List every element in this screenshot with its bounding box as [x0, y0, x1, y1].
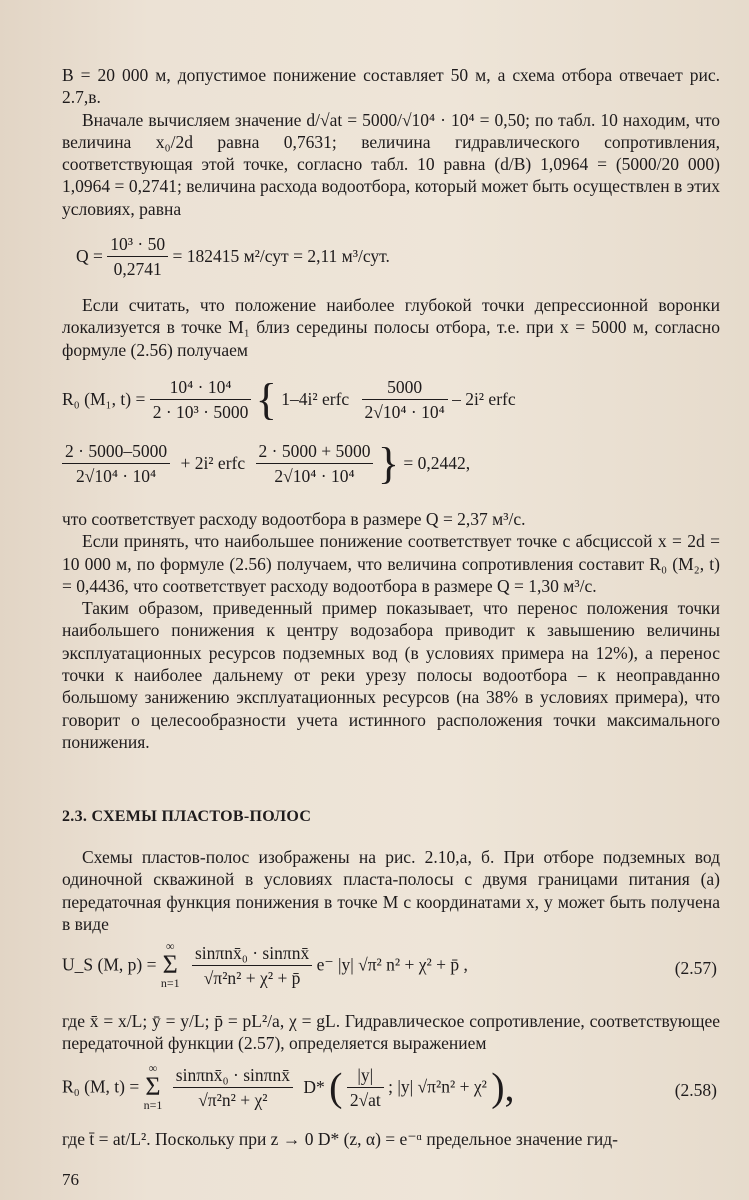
- paragraph-m1: [62, 294, 720, 361]
- text-line: где t̄ = at/L². Поскольку при z → 0 D* (z, α) = e⁻ᵅ предельное значение гид-: [62, 1129, 618, 1149]
- text-paragraph: Если считать, что положение наиболее глубокой точки депрессионной воронки локализуется в точке M₁ близ середины полосы отбора, т.е. при x = 5000 м, согласно формуле (2.56) получаем: [62, 295, 720, 360]
- sum-upper: ∞: [165, 939, 175, 953]
- exponential: e⁻ |y| √π² n² + χ² + p̄ ,: [316, 954, 468, 975]
- fraction: [192, 941, 312, 990]
- d-star: D*: [303, 1076, 325, 1097]
- term: + 2i² erfc: [180, 453, 246, 473]
- denominator: 0,2741: [113, 259, 162, 279]
- fraction: [173, 1063, 293, 1112]
- denominator: 2√at: [349, 1089, 381, 1110]
- numerator: 2 · 5000 + 5000: [256, 439, 374, 464]
- text-paragraph: Таким образом, приведенный пример показывает, что перенос положения точки наибольшего понижения к центру водозабора приводит к завышению величины эксплуатационных ресурсов подземных вод (в условиях примера на 12%), а перенос точки к наиболее дальнему от реки урезу полосы водоотбора – к неоправданно большому занижению эксплуатационных ресурсов (на 38% в условиях примера), что говорит о целесообразности учета истинного расположения точки максимального понижения.: [62, 598, 720, 752]
- fraction: [347, 1063, 384, 1112]
- denominator: 2√10⁴ · 10⁴: [75, 466, 157, 486]
- numerator: 10⁴ · 10⁴: [150, 375, 252, 400]
- denominator: 2 · 10³ · 5000: [152, 402, 249, 422]
- open-brace: {: [255, 375, 277, 424]
- formula-lhs: Q =: [76, 246, 103, 266]
- fraction: [362, 375, 448, 424]
- formula-rhs: = 0,2442,: [403, 453, 471, 473]
- page-number: 76: [62, 1170, 79, 1189]
- denominator: 2√10⁴ · 10⁴: [364, 402, 445, 422]
- numerator: |y|: [347, 1063, 384, 1088]
- sum-symbol: [144, 1062, 163, 1112]
- term: 1–4i² erfc: [281, 389, 350, 409]
- numerator: 2 · 5000–5000: [62, 439, 170, 464]
- formula-lhs: U_S (M, p) =: [62, 954, 157, 975]
- fraction: [150, 375, 252, 424]
- denominator: √π²n² + χ² + p̄: [203, 967, 301, 988]
- text-paragraph: Если принять, что наибольшее понижение соответствует точке с абсциссой x = 2d = 10 000 м, по формуле (2.56) получаем, что величина сопротивления составит R₀ (M₂, t) = 0,4436, что соответствует расходу водоотбора в размере Q = 1,30 м³/с.: [62, 531, 720, 596]
- text-line: что соответствует расходу водоотбора в размере Q = 2,37 м³/с.: [62, 509, 526, 529]
- close-brace: }: [377, 439, 399, 488]
- numerator: 5000: [362, 375, 448, 400]
- formula-lhs: R₀ (M, t) =: [62, 1076, 140, 1097]
- paragraph-final: [62, 1128, 720, 1150]
- formula-2-58: [62, 1062, 515, 1112]
- formula-r0-line2: [62, 438, 470, 489]
- fraction: [256, 439, 374, 488]
- denominator: √π²n² + χ²: [198, 1089, 268, 1110]
- close-paren: ),: [491, 1064, 515, 1110]
- formula-2-57: [62, 940, 468, 990]
- sum-symbol: [161, 940, 180, 990]
- text-line: B = 20 000 м, допустимое понижение составляет 50 м, а схема отбора отвечает рис. 2.7,в.: [62, 65, 720, 108]
- sum-lower: n=1: [143, 1098, 163, 1112]
- denominator: 2√10⁴ · 10⁴: [274, 466, 355, 486]
- tail: ; |y| √π²n² + χ²: [388, 1076, 487, 1097]
- equation-number: (2.58): [674, 1080, 717, 1100]
- paragraph-results: [62, 508, 720, 753]
- numerator: 10³ · 50: [107, 232, 168, 257]
- numerator: sinπnx̄₀ · sinπnx̄: [192, 941, 312, 966]
- sum-upper: ∞: [148, 1061, 158, 1075]
- equation-number: (2.57): [674, 958, 717, 978]
- section-heading: 2.3. СХЕМЫ ПЛАСТОВ-ПОЛОС: [62, 808, 312, 825]
- paragraph-definitions: [62, 1010, 720, 1055]
- text-paragraph: Вначале вычисляем значение d/√at = 5000/√10⁴ · 10⁴ = 0,50; по табл. 10 находим, что величина x₀/2d равна 0,7631; величина гидравлического сопротивления, соответствующая этой точке, согласно табл. 10 равна (d/B) 1,0964 = (5000/20 000) 1,0964 = 0,2741; величина расхода водоотбора, который может быть осуществлен в этих условиях, равна: [62, 109, 720, 219]
- formula-r0-line1: [62, 374, 516, 425]
- numerator: sinπnx̄₀ · sinπnx̄: [173, 1063, 293, 1088]
- formula-lhs: R₀ (M₁, t) =: [62, 389, 146, 409]
- paragraph-strip: [62, 846, 720, 935]
- formula-q: [62, 232, 390, 281]
- formula-rhs: = 182415 м²/сут = 2,11 м³/сут.: [172, 246, 390, 266]
- sigma: Σ: [145, 1072, 161, 1101]
- open-paren: (: [329, 1064, 343, 1110]
- paragraph-intro: [62, 64, 720, 220]
- sum-lower: n=1: [160, 976, 180, 990]
- fraction: [107, 232, 168, 281]
- text-paragraph: Схемы пластов-полос изображены на рис. 2.10,а, б. При отборе подземных вод одиночной скважиной в условиях пласта-полосы с двумя границами питания (а) передаточная функция понижения в точке M с координатами x, y может быть получена в виде: [62, 847, 720, 934]
- fraction: [62, 439, 170, 488]
- term: – 2i² erfc: [452, 389, 516, 409]
- sigma: Σ: [162, 950, 178, 979]
- text-paragraph: где x̄ = x/L; ȳ = y/L; p̄ = pL²/a, χ = gL. Гидравлическое сопротивление, соответствующее передаточной функции (2.57), определяется выражением: [62, 1011, 720, 1054]
